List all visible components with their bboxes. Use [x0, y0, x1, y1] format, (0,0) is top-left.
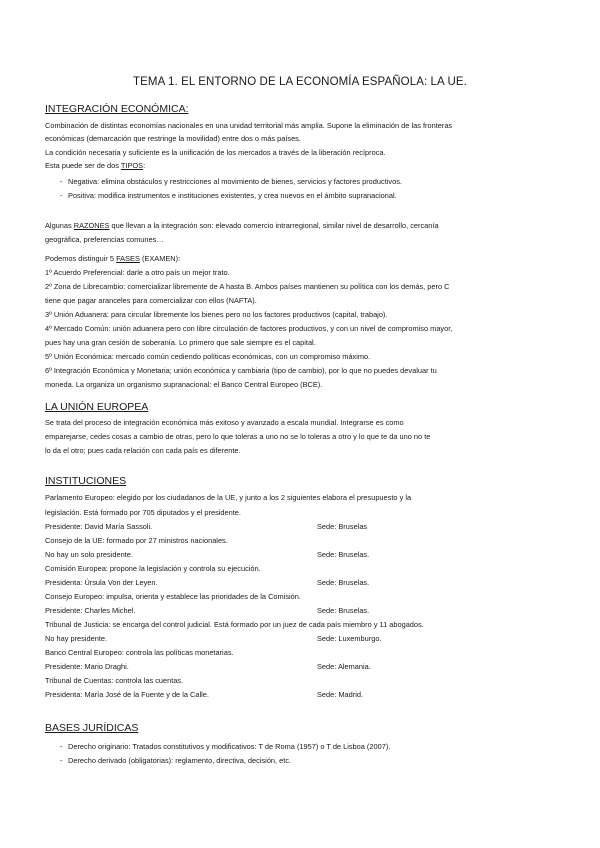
- fase-line: 2º Zona de Librecambio: comercializar libremente de A hasta B. Ambos países mantienen su política con los demás, pero C: [45, 282, 450, 291]
- text-fragment: Algunas: [45, 221, 74, 230]
- sede-text: Sede: Luxemburgo.: [317, 634, 382, 643]
- text-line: geográfica, preferencias comunes…: [45, 235, 164, 244]
- text-fragment: Podemos distinguir 5: [45, 254, 117, 263]
- list-item-text: Derecho originario: Tratados constitutivos y modificativos: T de Roma (1957) o T de Lisboa (2007).: [68, 742, 391, 751]
- text-line: Comisión Europea: propone la legislación y controla su ejecución.: [45, 564, 261, 573]
- fase-line: 5º Unión Económica: mercado común cediendo políticas económicas, con un compromiso máximo.: [45, 352, 371, 361]
- keyword-tipos: TIPOS: [120, 161, 144, 170]
- text-fragment: que llevan a la integración son: elevado comercio intrarregional, similar nivel de desarrollo, cercanía: [109, 221, 439, 230]
- heading-instituciones: INSTITUCIONES: [45, 475, 127, 487]
- fase-line: 6º Integración Económica y Monetaria; unión económica y cambiaria (tipo de cambio), por lo que no puedes devaluar tu: [45, 366, 437, 375]
- tipos-line: [45, 161, 145, 171]
- fase-line: tiene que pagar aranceles para comercializar con ellos (NAFTA).: [45, 296, 257, 305]
- sede-text: Sede: Bruselas: [317, 522, 368, 531]
- fase-line: 3º Unión Aduanera: para circular libremente los bienes pero no los factores productivos (capital, trabajo).: [45, 310, 388, 319]
- text-line: No hay presidente.: [45, 634, 108, 643]
- list-item: - Derecho derivado (obligatorias): reglamento, directiva, decisión, etc.: [60, 756, 292, 765]
- text-line: lo da el otro; pues cada relación con cada país es diferente.: [45, 446, 241, 455]
- text-line: Tribunal de Cuentas: controla las cuentas.: [45, 676, 184, 685]
- text-line: Presidente: Mario Draghi.: [45, 662, 129, 671]
- text-fragment: (EXAMEN):: [139, 254, 181, 263]
- text-line: emparejarse, cedes cosas a cambio de otras, pero lo que toleras a uno no se lo toleras a otro y lo que te da uno no te: [45, 432, 431, 441]
- text-line: Presidente: David María Sassoli.: [45, 522, 153, 531]
- list-item-text: Derecho derivado (obligatorias): reglamento, directiva, decisión, etc.: [68, 756, 292, 765]
- keyword-razones: RAZONES: [73, 221, 110, 230]
- sede-text: Sede: Bruselas.: [317, 550, 370, 559]
- text-line: Consejo de la UE: formado por 27 ministros nacionales.: [45, 536, 228, 545]
- sede-text: Sede: Bruselas.: [317, 606, 370, 615]
- sede-text: Sede: Alemania.: [317, 662, 371, 671]
- text-line: Banco Central Europeo: controla las políticas monetarias.: [45, 648, 234, 657]
- text-line: Combinación de distintas economías nacionales en una unidad territorial más amplia. Supone la eliminación de las fronteras: [45, 121, 453, 130]
- heading-bases-juridicas: BASES JURÍDICAS: [45, 722, 139, 734]
- list-item: - Positiva: modifica instrumentos e instituciones existentes, y crea nuevos en el ámbito supranacional.: [60, 191, 397, 200]
- heading-union-europea: LA UNIÓN EUROPEA: [45, 401, 149, 413]
- fase-line: 4º Mercado Común: unión aduanera pero con libre circulación de factores productivos, y con un nivel de compromiso mayor,: [45, 324, 453, 333]
- list-item-text: Positiva: modifica instrumentos e instituciones existentes, y crea nuevos en el ámbito supranacional.: [68, 191, 397, 200]
- list-item: - Derecho originario: Tratados constitutivos y modificativos: T de Roma (1957) o T de Lisboa (2007).: [60, 742, 391, 751]
- page-title: TEMA 1. EL ENTORNO DE LA ECONOMÍA ESPAÑOLA: LA UE.: [133, 76, 467, 88]
- text-line: Parlamento Europeo: elegido por los ciudadanos de la UE, y junto a los 2 siguientes elabora el presupuesto y la: [45, 493, 412, 502]
- razones-line: [45, 221, 439, 231]
- sede-text: Sede: Bruselas.: [317, 578, 370, 587]
- text-line: legislación. Está formado por 705 diputados y el presidente.: [45, 508, 241, 517]
- fase-line: moneda. La organiza un organismo supranacional: el Banco Central Europeo (BCE).: [45, 380, 323, 389]
- text-line: No hay un solo presidente.: [45, 550, 133, 559]
- text-line: Presidente: Charles Michel.: [45, 606, 136, 615]
- text-line: económicas (demarcación que restringe la movilidad) entre dos o más países.: [45, 134, 301, 143]
- text-fragment: :: [143, 161, 146, 170]
- fases-line: [45, 254, 180, 264]
- text-fragment: Esta puede ser de dos: [45, 161, 121, 170]
- text-line: La condición necesaria y suficiente es la unificación de los mercados a través de la liberación recíproca.: [45, 148, 386, 157]
- text-line: Presidenta: Úrsula Von der Leyen.: [45, 578, 158, 587]
- list-item-text: Negativa: elimina obstáculos y restricciones al movimiento de bienes, servicios y factores productivos.: [68, 177, 402, 186]
- text-line: Consejo Europeo: impulsa, orienta y establece las prioridades de la Comisión.: [45, 592, 301, 601]
- text-line: Presidenta: María José de la Fuente y de la Calle.: [45, 690, 209, 699]
- fase-line: 1º Acuerdo Preferencial: darle a otro país un mejor trato.: [45, 268, 230, 277]
- sede-text: Sede: Madrid.: [317, 690, 364, 699]
- heading-integracion: INTEGRACIÓN ECONÓMICA:: [45, 103, 189, 115]
- text-line: Tribunal de Justicia: se encarga del control judicial. Está formado por un juez de cada país miembro y 11 abogados.: [45, 620, 424, 629]
- keyword-fases: FASES: [116, 254, 140, 263]
- list-item: - Negativa: elimina obstáculos y restricciones al movimiento de bienes, servicios y factores productivos.: [60, 177, 402, 186]
- text-line: Se trata del proceso de integración económica más exitoso y avanzado a escala mundial. Integrarse es como: [45, 418, 404, 427]
- fase-line: pues hay una gran cesión de soberanía. Lo primero que sale siempre es el capital.: [45, 338, 316, 347]
